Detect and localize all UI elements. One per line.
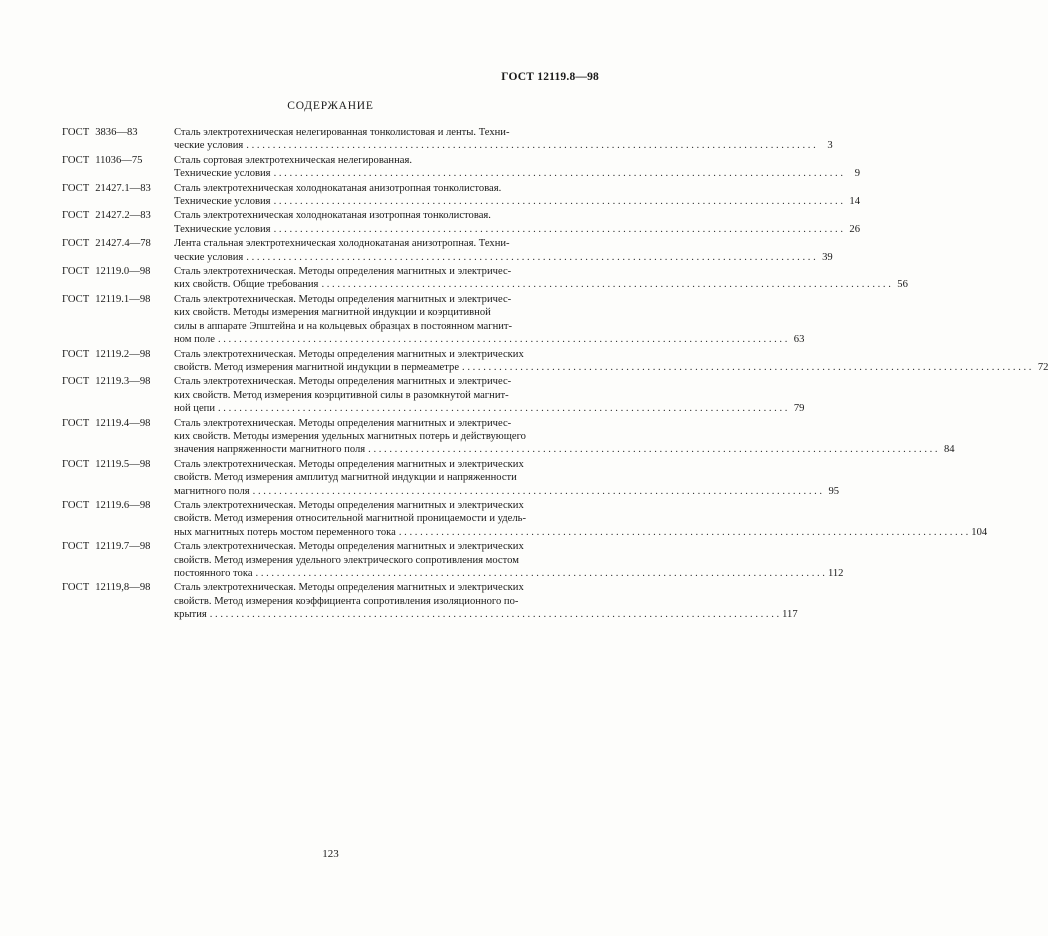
entry-title-line: силы в аппарате Эпштейна и на кольцевых образцах в постоянном магнит- (174, 320, 513, 332)
entry-title-line: Лента стальная электротехническая холоднокатаная анизотропная. Техни- (174, 238, 510, 250)
page-reference: 72 (1037, 361, 1048, 373)
toc-entry (62, 375, 805, 415)
entry-title-line: Сталь электротехническая. Методы определения магнитных и электрических (174, 348, 524, 360)
toc-entry (62, 417, 955, 457)
standard-prefix: ГОСТ (62, 266, 90, 278)
toc-entry (62, 237, 833, 264)
entry-title-line: ческие условия (174, 251, 244, 263)
standard-code (62, 581, 174, 594)
standard-code (62, 265, 174, 278)
entry-title-line: ких свойств. Общие требования (174, 279, 319, 291)
entry-title-line: значения напряженности магнитного поля (174, 444, 366, 456)
entry-title (174, 540, 843, 580)
entry-title-last-line (174, 361, 1048, 374)
dot-leader (274, 195, 843, 208)
entry-title-line: магнитного поля (174, 485, 250, 497)
page-reference: 63 (793, 334, 805, 346)
standard-number: 12119.2—98 (95, 348, 151, 360)
toc-entry (62, 348, 1048, 375)
standard-prefix: ГОСТ (62, 293, 90, 305)
toc-entry (62, 209, 860, 236)
standard-code (62, 375, 174, 388)
standard-code (62, 182, 174, 195)
entry-title-last-line (174, 167, 860, 180)
page-reference: 3 (827, 140, 833, 152)
dot-leader (246, 251, 815, 264)
entry-title-line: ном поле (174, 334, 215, 346)
page-reference: 79 (793, 403, 805, 415)
standard-code (62, 417, 174, 430)
entry-title-line: ческие условия (174, 140, 244, 152)
standard-code (62, 237, 174, 250)
entry-title (174, 417, 955, 457)
dot-leader (274, 167, 843, 180)
entry-title (174, 458, 839, 498)
entry-title-line: Сталь электротехническая. Методы определения магнитных и электрических (174, 499, 524, 511)
toc-entry (62, 293, 805, 347)
entry-title (174, 126, 833, 153)
dot-leader (368, 443, 937, 456)
entry-title-line: ной цепи (174, 403, 215, 415)
standard-prefix: ГОСТ (62, 154, 90, 166)
entry-title-line: свойств. Метод измерения относительной магнитной проницаемости и удель- (174, 513, 527, 525)
standard-number: 11036—75 (95, 154, 143, 166)
dot-leader (321, 278, 890, 291)
toc-entry (62, 458, 840, 498)
document-header: ГОСТ 12119.8—98 (501, 71, 599, 83)
entry-title-line: Сталь сортовая электротехническая нелегированная. (174, 154, 412, 166)
page-reference: 84 (943, 444, 955, 456)
page-reference: 112 (827, 568, 844, 579)
entry-title-line: свойств. Метод измерения магнитной индукции в пермеаметре (174, 361, 460, 373)
entry-title-line: Сталь электротехническая. Методы определения магнитных и электричес- (174, 417, 512, 429)
entry-title-line: Сталь электротехническая. Методы определения магнитных и электричес- (174, 266, 512, 278)
entry-title-line: постоянного тока (174, 568, 253, 579)
standard-prefix: ГОСТ (62, 541, 90, 553)
entry-title-last-line (174, 278, 908, 291)
entry-title-last-line (174, 402, 804, 415)
entry-title-line: Сталь электротехническая нелегированная тонколистовая и ленты. Техни- (174, 127, 510, 138)
standard-prefix: ГОСТ (62, 348, 90, 360)
page-number: 123 (322, 848, 339, 860)
standard-prefix: ГОСТ (62, 417, 90, 429)
standard-number: 21427.2—83 (95, 210, 151, 222)
standard-number: 12119.3—98 (95, 376, 151, 388)
toc-entry (62, 499, 988, 539)
entry-title-line: Сталь электротехническая холоднокатаная анизотропная тонколистовая. (174, 182, 502, 194)
toc-title: СОДЕРЖАНИЕ (287, 100, 374, 112)
standard-number: 21427.1—83 (95, 182, 151, 194)
standard-number: 12119,8—98 (95, 582, 151, 594)
standard-number: 3836—83 (95, 127, 138, 138)
toc-entry (62, 265, 908, 292)
entry-title-last-line (174, 139, 833, 152)
entry-title (174, 375, 804, 415)
entry-title-line: свойств. Метод измерения коэффициента сопротивления изоляционного по- (174, 595, 519, 607)
entry-title (174, 581, 798, 621)
page-reference: 26 (849, 223, 860, 235)
standard-prefix: ГОСТ (62, 210, 90, 222)
standard-code (62, 126, 174, 139)
standard-code (62, 154, 174, 167)
entry-title-line: ких свойств. Методы измерения удельных магнитных потерь и действующего (174, 430, 526, 442)
entry-title-line: Сталь электротехническая. Методы определения магнитных и электрических (174, 582, 524, 594)
standard-code (62, 209, 174, 222)
entry-title (174, 182, 860, 209)
standard-number: 12119.7—98 (95, 541, 151, 553)
entry-title-line: Технические условия (174, 196, 271, 208)
standard-number: 21427.4—78 (95, 238, 151, 250)
entry-title-line: ных магнитных потерь мостом переменного тока (174, 526, 396, 538)
entry-title-last-line (174, 485, 839, 498)
entry-title-line: Сталь электротехническая. Методы определения магнитных и электрических (174, 541, 524, 553)
entry-title-line: Сталь электротехническая холоднокатаная изотропная тонколистовая. (174, 210, 491, 222)
dot-leader (253, 485, 822, 498)
entry-title-last-line (174, 195, 860, 208)
entry-title (174, 209, 860, 236)
entry-title-line: крытия (174, 609, 207, 621)
entry-title-line: свойств. Метод измерения удельного электрического сопротивления мостом (174, 554, 519, 566)
toc-entry (62, 182, 860, 209)
entry-title-line: Технические условия (174, 168, 271, 180)
entry-title-line: ких свойств. Методы измерения магнитной индукции и коэрцитивной (174, 307, 491, 319)
entry-title (174, 237, 833, 264)
entry-title-line: свойств. Метод измерения амплитуд магнитной индукции и напряженности (174, 472, 517, 484)
entry-title (174, 265, 908, 292)
standard-code (62, 499, 174, 512)
standard-prefix: ГОСТ (62, 582, 90, 594)
dot-leader (210, 608, 779, 621)
standard-code (62, 293, 174, 306)
entry-title (174, 154, 860, 181)
standard-number: 12119.5—98 (95, 458, 151, 470)
dot-leader (399, 526, 968, 539)
entry-title-last-line (174, 567, 843, 580)
page-reference: 95 (828, 485, 840, 497)
toc-entry (62, 154, 860, 181)
page-reference: 117 (782, 609, 798, 621)
standard-code (62, 540, 174, 553)
page-reference: 104 (971, 526, 988, 538)
entry-title-line: ких свойств. Метод измерения коэрцитивной силы в разомкнутой магнит- (174, 389, 509, 401)
standard-number: 12119.6—98 (95, 499, 151, 511)
dot-leader (256, 567, 825, 580)
dot-leader (462, 361, 1031, 374)
entry-title-last-line (174, 223, 860, 236)
dot-leader (218, 333, 787, 346)
standard-prefix: ГОСТ (62, 182, 90, 194)
entry-title (174, 293, 804, 347)
standard-number: 12119.4—98 (95, 417, 151, 429)
toc-entry (62, 581, 798, 621)
entry-title (174, 499, 987, 539)
page-reference: 9 (854, 168, 860, 180)
page-reference: 39 (822, 251, 833, 263)
dot-leader (246, 139, 815, 152)
standard-prefix: ГОСТ (62, 499, 90, 511)
toc-entry (62, 540, 844, 580)
entry-title-last-line (174, 526, 987, 539)
entry-title-line: Сталь электротехническая. Методы определения магнитных и электричес- (174, 376, 512, 388)
standard-code (62, 348, 174, 361)
standard-prefix: ГОСТ (62, 127, 90, 138)
entry-title-last-line (174, 608, 798, 621)
entry-title-line: Сталь электротехническая. Методы определения магнитных и электрических (174, 458, 524, 470)
entry-title-last-line (174, 443, 955, 456)
standard-prefix: ГОСТ (62, 458, 90, 470)
entry-title-line: Технические условия (174, 223, 271, 235)
table-of-contents (62, 126, 1048, 623)
standard-prefix: ГОСТ (62, 238, 90, 250)
dot-leader (218, 402, 787, 415)
dot-leader (274, 223, 843, 236)
page-reference: 56 (897, 279, 908, 291)
page-reference: 14 (849, 196, 860, 208)
entry-title-last-line (174, 251, 833, 264)
standard-code (62, 458, 174, 471)
standard-prefix: ГОСТ (62, 376, 90, 388)
entry-title-line: Сталь электротехническая. Методы определения магнитных и электричес- (174, 293, 512, 305)
entry-title-last-line (174, 333, 804, 346)
standard-number: 12119.0—98 (95, 266, 151, 278)
toc-entry (62, 126, 833, 153)
standard-number: 12119.1—98 (95, 293, 151, 305)
entry-title (174, 348, 1048, 375)
